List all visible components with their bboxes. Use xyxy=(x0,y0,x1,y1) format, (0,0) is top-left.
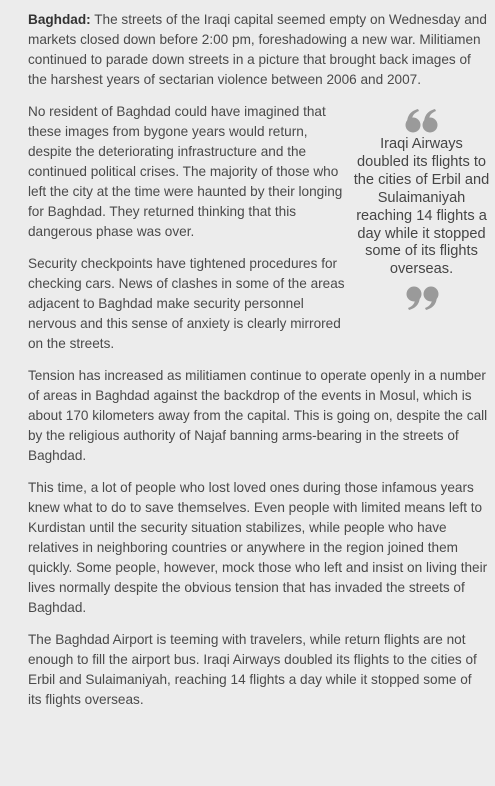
pull-quote-text: Iraqi Airways doubled its flights to the cities of Erbil and Sulaimaniyah reaching 14 flights a day while it stopped some of its flights overseas. xyxy=(353,136,490,278)
paragraph-3: Security checkpoints have tightened procedures for checking cars. News of clashes in some of the areas adjacent to Baghdad make security personnel nervous and this sense of anxiety is clearly mirrored on the streets. xyxy=(28,256,345,351)
dateline: Baghdad: xyxy=(28,12,91,27)
paragraph-4: Tension has increased as militiamen continue to operate openly in a number of areas in Baghdad against the backdrop of the events in Mosul, which is about 170 kilometers away from the capital. This is going on, despite the call by the religious authority of Najaf banning arms-bearing in the streets of Baghdad. xyxy=(28,368,488,463)
open-quote-icon xyxy=(405,108,439,134)
quote-section xyxy=(28,102,488,354)
close-quote-icon xyxy=(405,285,439,311)
text-column xyxy=(28,102,346,354)
intro-text: The streets of the Iraqi capital seemed empty on Wednesday and markets closed down before 2:00 pm, foreshadowing a new war. Militiamen continued to parade down streets in a picture that brought back images of the harshest years of sectarian violence between 2006 and 2007. xyxy=(28,12,487,87)
pull-quote xyxy=(353,108,490,311)
intro-paragraph xyxy=(28,10,488,90)
article-body xyxy=(28,10,488,722)
paragraph-6: The Baghdad Airport is teeming with travelers, while return flights are not enough to fill the airport bus. Iraqi Airways doubled its flights to the cities of Erbil and Sulaimaniyah, reaching 14 flights a day while it stopped some of its flights overseas. xyxy=(28,632,477,707)
paragraph-5: This time, a lot of people who lost loved ones during those infamous years knew what to do to save themselves. Even people with limited means left to Kurdistan until the security situation stabilizes, while people who have relatives in neighboring countries or anywhere in the region joined them quickly. Some people, however, mock those who left and insist on living their lives normally despite the obvious tension that has invaded the streets of Baghdad. xyxy=(28,480,488,615)
paragraph-2: No resident of Baghdad could have imagined that these images from bygone years would return, despite the deteriorating infrastructure and the continued political crises. The majority of those who left the city at the time were haunted by their longing for Baghdad. They returned thinking that this dangerous phase was over. xyxy=(28,104,343,239)
